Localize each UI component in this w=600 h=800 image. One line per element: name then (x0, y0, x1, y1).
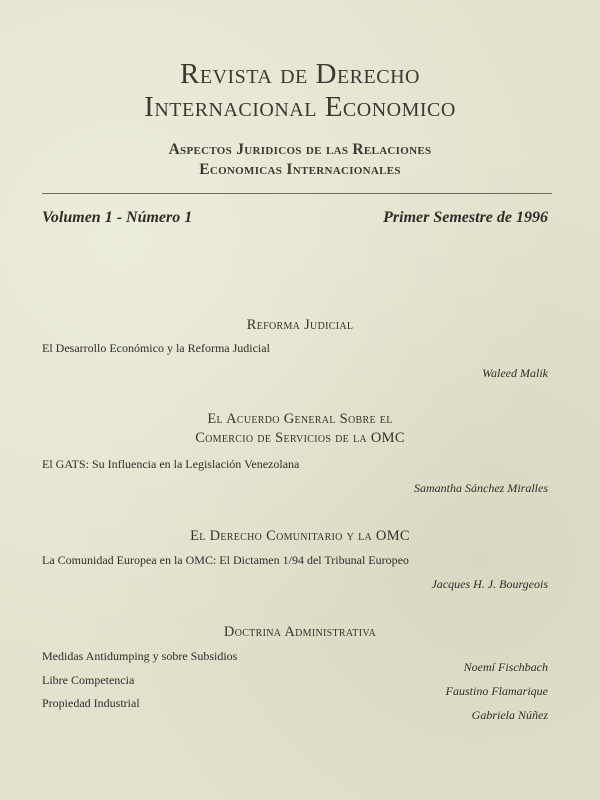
article-title: La Comunidad Europea en la OMC: El Dictamen 1/94 del Tribunal Europeo (42, 553, 409, 567)
article-author: Samantha Sánchez Miralles (414, 481, 548, 495)
article-author: Noemí Fischbach (463, 660, 548, 674)
journal-subtitle-line-1: Aspectos Juridicos de las Relaciones (168, 141, 432, 158)
article-author: Waleed Malik (482, 366, 548, 380)
section-heading-derecho-comunitario (0, 527, 600, 546)
article-author: Gabriela Núñez (471, 708, 548, 722)
journal-title-line-2: Internacional Economico (144, 91, 456, 123)
article-title: El GATS: Su Influencia en la Legislación Venezolana (42, 457, 300, 471)
section-heading-reforma-judicial (0, 316, 600, 335)
section-heading-line: El Derecho Comunitario y la OMC (190, 528, 410, 544)
article-title: Propiedad Industrial (42, 696, 140, 710)
section-heading-line: Comercio de Servicios de la OMC (195, 430, 405, 446)
article-author: Jacques H. J. Bourgeois (431, 577, 548, 591)
article-title: El Desarrollo Económico y la Reforma Judicial (42, 341, 270, 355)
journal-subtitle (0, 140, 600, 180)
masthead (0, 58, 600, 180)
article-title: Medidas Antidumping y sobre Subsidios (42, 649, 238, 663)
journal-title-line-1: Revista de Derecho (180, 58, 420, 90)
section-heading-doctrina-administrativa (0, 623, 600, 642)
section-heading-line: El Acuerdo General Sobre el (207, 411, 393, 427)
issue-period: Primer Semestre de 1996 (383, 209, 548, 226)
journal-subtitle-line-2: Economicas Internacionales (199, 161, 401, 178)
section-heading-acuerdo-general (0, 410, 600, 448)
volume-number: Volumen 1 - Número 1 (42, 209, 193, 226)
header-divider (42, 193, 552, 194)
section-heading-line: Doctrina Administrativa (223, 624, 377, 640)
section-heading-line: Reforma Judicial (246, 317, 354, 333)
article-title: Libre Competencia (42, 673, 135, 687)
article-author: Faustino Flamarique (445, 684, 548, 698)
